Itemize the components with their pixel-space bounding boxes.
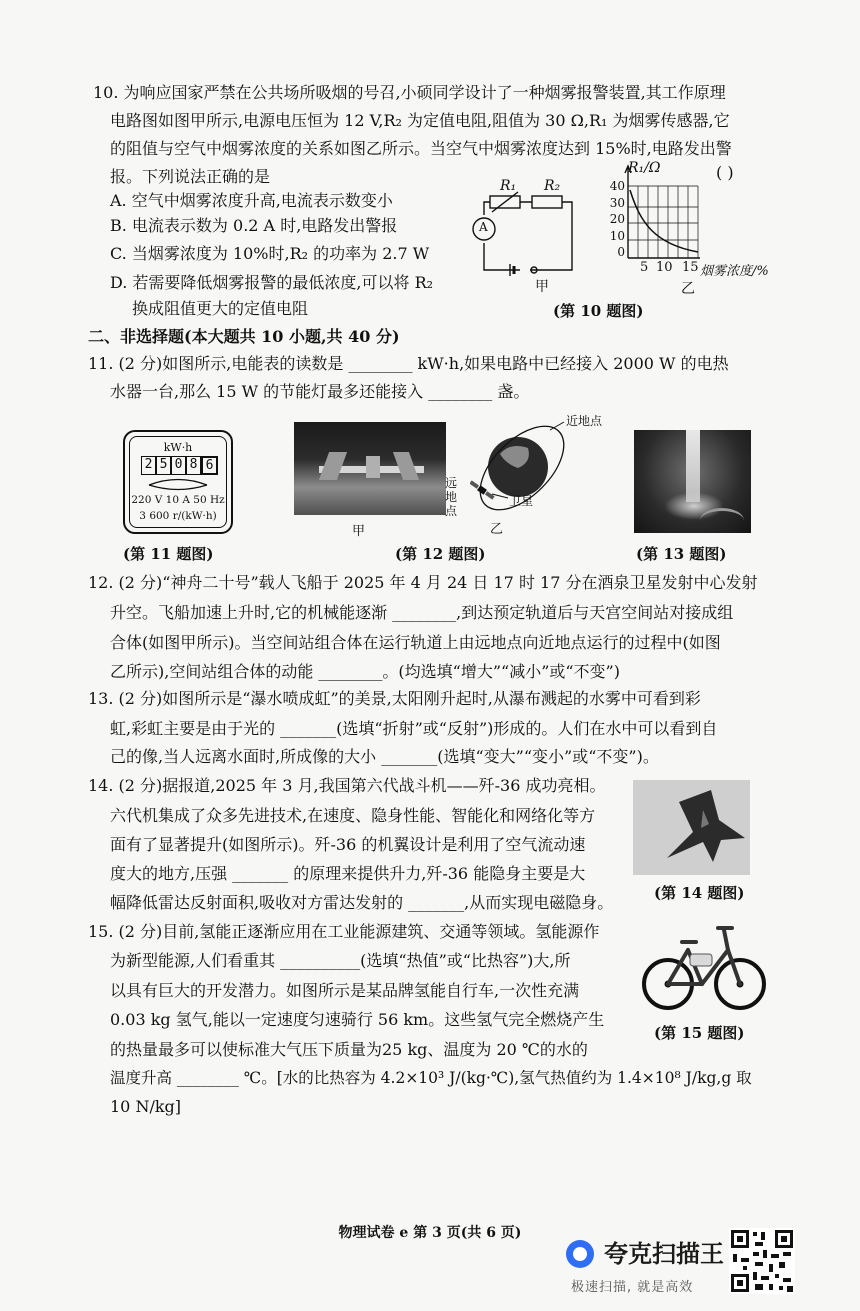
circuit-diagram-jia [462,180,592,300]
r2-label: R₂ [544,178,561,194]
graph-xlabel: 烟雾浓度/% [700,264,769,279]
fig-jia-label: 甲 [535,279,549,295]
q14-line-4: 度大的地方,压强 _______ 的原理来提供升力,歼-36 能隐身主要是大 [110,864,586,883]
page-footer: 物理试卷 e 第 3 页(共 6 页) [338,1225,522,1241]
q10-option-a: A. 空气中烟雾浓度升高,电流表示数变小 [110,191,393,210]
meter-spec-1: 220 V 10 A 50 Hz [131,494,225,506]
perigee-label: 近地点 [566,414,603,428]
q11-line-1: 11. (2 分)如图所示,电能表的读数是 ________ kW·h,如果电路中已经接入 2000 W 的电热 [88,354,729,373]
qr-code-icon [729,1228,795,1294]
q10-option-b: B. 电流表示数为 0.2 A 时,电路发出警报 [110,216,398,235]
satellite-label: 卫星 [509,494,534,508]
hydrogen-bicycle-illustration [640,920,768,1012]
q10-line-1: 10. 为响应国家严禁在公共场所吸烟的号召,小硕同学设计了一种烟雾报警装置,其工作原理 [93,83,726,102]
q15-line-3: 以具有巨大的开发潜力。如图所示是某品牌氢能自行车,一次性充满 [110,981,580,1000]
q13-line-3: 己的像,当人远离水面时,所成像的大小 _______(选填“变大”“变小”或“不变”)。 [110,747,659,766]
scanner-brand-name: 夸克扫描王 [604,1240,724,1268]
q13-line-2: 虹,彩虹主要是由于光的 _______(选填“折射”或“反射”)形成的。人们在水中可以看到自 [110,719,718,738]
fig12-yi-label: 乙 [490,522,504,537]
q10-option-d: D. 若需要降低烟雾报警的最低浓度,可以将 R₂ [110,273,434,292]
q12-line-2: 升空。飞船加速上升时,它的机械能逐渐 ________,到达预定轨道后与天宫空间站对接成组 [110,603,734,622]
scanner-logo-icon [566,1240,594,1268]
space-station-photo [294,422,446,515]
q15-caption: (第 15 题图) [654,1024,745,1042]
q12-line-1: 12. (2 分)“神舟二十号”载人飞船于 2025 年 4 月 24 日 17 时 17 分在酒泉卫星发射中心发射 [88,573,758,592]
q14-line-2: 六代机集成了众多先进技术,在速度、隐身性能、智能化和网络化等方 [110,806,596,825]
q15-line-1: 15. (2 分)目前,氢能正逐渐应用在工业能源建筑、交通等领域。氢能源作 [88,922,600,941]
q15-line-6: 温度升高 ________ ℃。[水的比热容为 4.2×10³ J/(kg·℃),氢气热值约为 1.4×10⁸ J/kg,g 取 [110,1069,752,1087]
q10-option-c: C. 当烟雾浓度为 10%时,R₂ 的功率为 2.7 W [110,244,430,263]
scanner-slogan: 极速扫描, 就是高效 [571,1280,694,1295]
q11-line-2: 水器一台,那么 15 W 的节能灯最多还能接入 ________ 盏。 [110,382,530,401]
q14-line-1: 14. (2 分)据报道,2025 年 3 月,我国第六代战斗机——歼-36 成功亮相。 [88,776,606,795]
graph-yticks: 40 30 20 10 0 [609,179,625,259]
graph-ylabel: R₁/Ω [628,160,661,176]
q13-caption: (第 13 题图) [636,545,727,563]
q10-answer-bracket: ( ) [716,163,734,182]
satellite-icon [470,480,495,501]
ammeter-label: A [479,220,488,234]
graph-xtick-5: 5 [640,260,649,275]
q10-line-4: 报。下列说法正确的是 [110,167,271,186]
electricity-meter [123,430,233,534]
q10-option-d-cont: 换成阻值更大的定值电阻 [132,299,309,318]
q10-line-2: 电路图如图甲所示,电源电压恒为 12 V,R₂ 为定值电阻,阻值为 30 Ω,R₁ 为烟雾传感器,它 [110,111,730,130]
graph-xtick-10: 10 [656,260,673,275]
q10-line-3: 的阻值与空气中烟雾浓度的关系如图乙所示。当空气中烟雾浓度达到 15%时,电路发出警 [110,139,732,158]
fighter-jet-photo [633,780,750,875]
q13-line-1: 13. (2 分)如图所示是“瀑水喷成虹”的美景,太阳刚升起时,从瀑布溅起的水雾中可看到彩 [88,689,701,708]
meter-unit: kW·h [163,441,193,454]
q14-line-3: 面有了显著提升(如图所示)。歼-36 的机翼设计是利用了空气流动速 [110,835,586,854]
q12-caption: (第 12 题图) [395,545,486,563]
q12-line-3: 合体(如图甲所示)。当空间站组合体在运行轨道上由远地点向近地点运行的过程中(如图 [110,633,721,652]
q11-caption: (第 11 题图) [123,545,214,563]
meter-digits: 2 5 0 8 6 [141,456,218,475]
meter-disc-icon [147,476,209,492]
q12-line-4: 乙所示),空间站组合体的动能 ________。(均选填“增大”“减小”或“不变”) [110,662,620,681]
meter-spec-2: 3 600 r/(kW·h) [139,510,217,522]
graph-xtick-15: 15 [682,260,699,275]
apogee-label: 远地点 [445,476,458,518]
section-2-heading: 二、非选择题(本大题共 10 小题,共 40 分) [88,327,400,346]
r2-resistor [532,196,562,208]
q15-line-5: 的热量最多可以使标准大气压下质量为25 kg、温度为 20 ℃的水的 [110,1040,588,1059]
q15-line-2: 为新型能源,人们看重其 __________(选填“热值”或“比热容”)大,所 [110,951,571,970]
r1-label: R₁ [500,178,517,194]
q14-line-5: 幅降低雷达反射面积,吸收对方雷达发射的 _______,从而实现电磁隐身。 [110,893,614,912]
q14-caption: (第 14 题图) [654,884,745,902]
waterfall-photo [634,430,751,533]
q10-caption: (第 10 题图) [553,302,644,320]
q15-line-7: 10 N/kg] [110,1097,182,1116]
q15-line-4: 0.03 kg 氢气,能以一定速度匀速骑行 56 km。这些氢气完全燃烧产生 [110,1010,605,1029]
fig-yi-label: 乙 [681,281,695,297]
fig12-jia-label: 甲 [352,524,366,539]
